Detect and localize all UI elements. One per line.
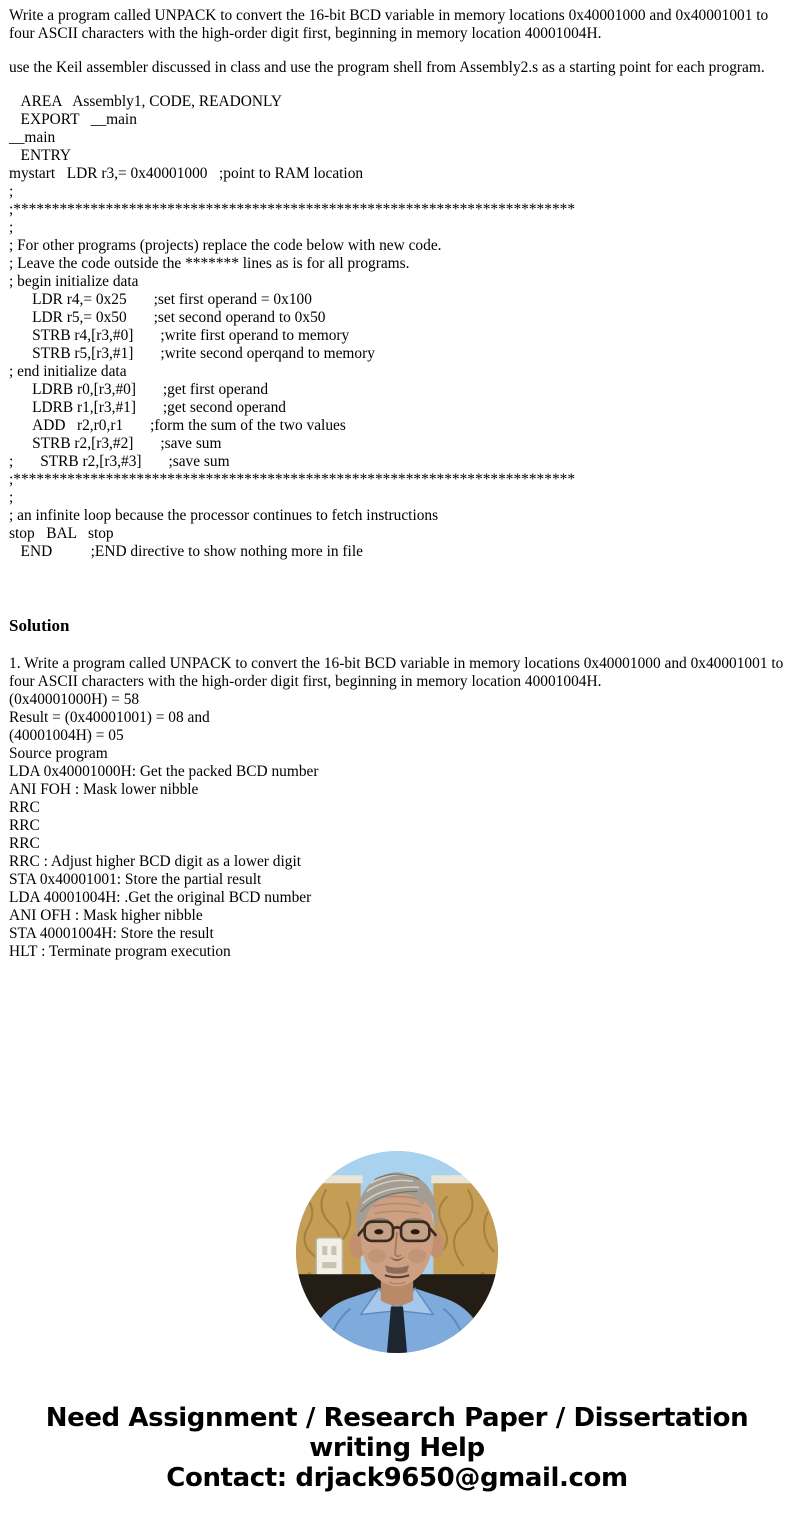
solution-line: LDA 0x40001000H: Get the packed BCD number (9, 763, 319, 780)
solution-line: RRC (9, 799, 40, 816)
code-line: stop BAL stop (9, 525, 114, 542)
code-line: ; begin initialize data (9, 273, 139, 290)
intro-paragraph-2: use the Keil assembler discussed in class and use the program shell from Assembly2.s as a starting point for each program. (9, 59, 765, 76)
code-line: __main (9, 129, 56, 146)
code-line: ; (9, 183, 14, 200)
code-line: ; end initialize data (9, 363, 127, 380)
photo-switch-plate (316, 1238, 342, 1280)
solution-line: (0x40001000H) = 58 (9, 691, 140, 708)
code-line: LDR r5,= 0x50 ;set second operand to 0x50 (9, 309, 326, 326)
solution-line: Result = (0x40001001) = 08 and (9, 709, 210, 726)
solution-line: HLT : Terminate program execution (9, 943, 231, 960)
solution-line: RRC (9, 835, 40, 852)
code-line: LDRB r0,[r3,#0] ;get first operand (9, 381, 269, 398)
code-line: ; Leave the code outside the ******* lines as is for all programs. (9, 255, 410, 272)
solution-steps (9, 691, 788, 961)
code-line: AREA Assembly1, CODE, READONLY (9, 93, 282, 110)
code-line: LDRB r1,[r3,#1] ;get second operand (9, 399, 286, 416)
assembly-code-block (9, 93, 788, 561)
code-line: LDR r4,= 0x25 ;set first operand = 0x100 (9, 291, 312, 308)
solution-heading: Solution (9, 616, 70, 635)
intro-paragraph-1: Write a program called UNPACK to convert the 16-bit BCD variable in memory locations 0x40001000 and 0x40001001 to four ASCII characters with the high-order digit first, beginning in memory location 40001004H. (9, 7, 769, 42)
code-line: ; STRB r2,[r3,#3] ;save sum (9, 453, 230, 470)
code-line-separator: ;************************************************************************* (9, 471, 576, 488)
code-line: ; (9, 219, 14, 236)
code-line: ADD r2,r0,r1 ;form the sum of the two values (9, 417, 346, 434)
solution-line: RRC : Adjust higher BCD digit as a lower digit (9, 853, 301, 870)
tutor-avatar (296, 1151, 498, 1353)
code-line: EXPORT __main (9, 111, 137, 128)
solution-paragraph: 1. Write a program called UNPACK to convert the 16-bit BCD variable in memory locations 0x40001000 and 0x40001001 to four ASCII characters with the high-order digit first, beginning in memory location 40001004H. (9, 655, 784, 690)
code-line: ENTRY (9, 147, 71, 164)
footer-help-text: Need Assignment / Research Paper / Dissertation writing Help (45, 1403, 749, 1463)
code-line: mystart LDR r3,= 0x40001000 ;point to RAM location (9, 165, 364, 182)
code-line: STRB r5,[r3,#1] ;write second operqand to memory (9, 345, 375, 362)
tutor-photo (296, 1151, 498, 1353)
code-line: ; an infinite loop because the processor continues to fetch instructions (9, 507, 439, 524)
solution-line: STA 40001004H: Store the result (9, 925, 214, 942)
code-line-separator: ;************************************************************************* (9, 201, 576, 218)
code-line: ; For other programs (projects) replace the code below with new code. (9, 237, 442, 254)
solution-line: ANI FOH : Mask lower nibble (9, 781, 199, 798)
footer-contact-text: Contact: drjack9650@gmail.com (166, 1463, 628, 1493)
code-line: STRB r2,[r3,#2] ;save sum (9, 435, 222, 452)
solution-line: LDA 40001004H: .Get the original BCD number (9, 889, 312, 906)
solution-line: STA 0x40001001: Store the partial result (9, 871, 262, 888)
code-line: STRB r4,[r3,#0] ;write first operand to memory (9, 327, 350, 344)
footer (0, 1403, 794, 1493)
code-line: ; (9, 489, 14, 506)
solution-line: RRC (9, 817, 40, 834)
solution-line: (40001004H) = 05 (9, 727, 124, 744)
code-line: END ;END directive to show nothing more in file (9, 543, 363, 560)
solution-line: ANI OFH : Mask higher nibble (9, 907, 203, 924)
solution-line: Source program (9, 745, 108, 762)
